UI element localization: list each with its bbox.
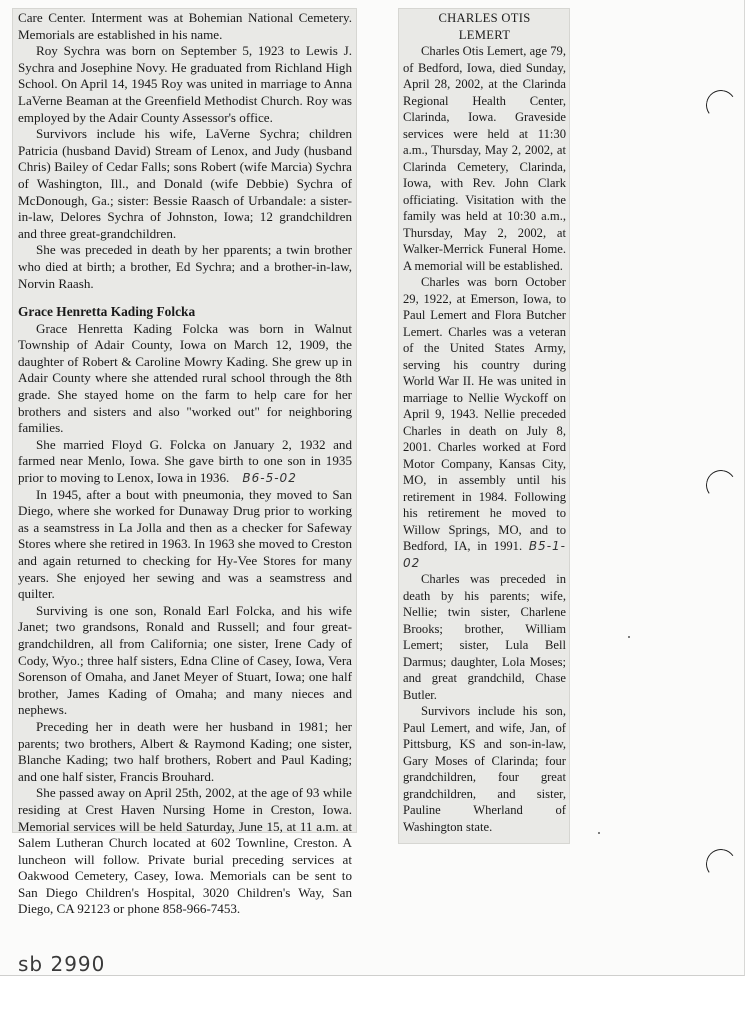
obit-paragraph: She was preceded in death by her pparents; a twin brother who died at birth; a brother, Ed Sychra; and a brother-in-law, Norvin Raash.	[18, 242, 352, 291]
handwritten-date-note: B5-1-02	[403, 539, 566, 570]
obit-text: She married Floyd G. Folcka on January 2, 1932 and farmed near Menlo, Iowa. She gave birth to one son in 1935 prior to moving to Lenox, Iowa in 1936.	[18, 436, 352, 486]
obituary-title-line: CHARLES OTIS	[438, 11, 531, 25]
obit-paragraph: Survivors include his wife, LaVerne Sychra; children Patricia (husband David) Stream of Lenox, and Judy (husband Chris) Bailey of Cedar Falls; sons Robert (wife Marcia) Sychra of Washington, Ill., and Donald (wife Debbie) Sychra of McDonough, Ga.; sister: Bessie Raasch of Urbandale: a sister-in-law, Delores Sychra of Johnston, Iowa; 12 grandchildren and three great-grandchildren.	[18, 126, 352, 241]
obit-paragraph: Survivors include his son, Paul Lemert, and wife, Jan, of Pittsburg, KS and son-in-law, Gary Moses of Clarinda; four grandchildren, four great grandchildren, and sister, Pauline Wherland of Washington state.	[403, 704, 566, 834]
obit-paragraph: In 1945, after a bout with pneumonia, they moved to San Diego, where she worked for Dunaway Drug prior to working as a seamstress in La Jolla and then as a checker for Safeway Stores where she retired in 1963. In 1963 she moved to Creston and again returned to checking for Hy-Vee Stores for many years. She enjoyed her sewing and was a seamstress and quilter.	[18, 486, 352, 602]
handwritten-archive-number: sb 2990	[18, 952, 106, 976]
obit-paragraph	[18, 437, 352, 487]
obit-paragraph	[403, 274, 566, 571]
left-column	[18, 10, 352, 918]
obit-text: Charles was born October 29, 1922, at Emerson, Iowa, to Paul Lemert and Flora Butcher Lemert. Charles was a veteran of the United States Army, serving his country during World War II. He was united in marriage to Nellie Wyckoff on April 9, 1943. Nellie preceded Charles in death on July 8, 2001. Charles worked at Ford Motor Company, Kansas City, MO, in assembly until his retirement in 1984. Following his retirement he moved to Willow Springs, MO, and to Bedford, IA, in 1991.	[403, 275, 566, 553]
obit-paragraph: Surviving is one son, Ronald Earl Folcka, and his wife Janet; two grandsons, Ronald and Russell; and four great-grandchildren, all from California; one sister, Irene Cady of Cody, Wyo.; three half sisters, Edna Cline of Casey, Iowa, Vera Sorenson of Omaha, and Janet Meyer of Stuart, Iowa; one half brother, James Kading of Omaha; and many nieces and nephews.	[18, 602, 352, 718]
obit-paragraph: Grace Henretta Kading Folcka was born in Walnut Township of Adair County, Iowa on March 12, 1909, the daughter of Robert & Caroline Mowry Kading. She grew up in Adair County where she attended rural school through the 8th grade. She stayed home on the farm to help care for her brothers and sisters and also "worked out" for neighboring families.	[18, 320, 352, 436]
obituary-title-line: LEMERT	[458, 27, 511, 42]
obit-paragraph: Charles was preceded in death by his parents; wife, Nellie; twin sister, Charlene Brooks; brother, William Lemert; sister, Lula Bell Darmus; daughter, Lola Moses; and great grandchild, Chase Butler.	[403, 572, 566, 702]
obit-paragraph: Charles Otis Lemert, age 79, of Bedford, Iowa, died Sunday, April 28, 2002, at the Clarinda Regional Health Center, Clarinda, Iowa. Graveside services were held at 11:30 a.m., Thursday, May 2, 2002, at Clarinda Cemetery, Clarinda, Iowa, with Rev. John Clark officiating. Visitation with the family was held at 10:30 a.m., Thursday, May 2, 2002, at Walker-Merrick Funeral Home. A memorial will be established.	[403, 44, 566, 273]
obit-paragraph: Care Center. Interment was at Bohemian National Cemetery. Memorials are established in his name.	[18, 10, 352, 42]
scan-speck	[628, 636, 630, 638]
scan-speck	[598, 832, 600, 834]
obit-paragraph: Roy Sychra was born on September 5, 1923 to Lewis J. Sychra and Josephine Novy. He graduated from Richland High School. On April 14, 1945 Roy was united in marriage to Anna LaVerne Beaman at the Greenfield Methodist Church. Roy was employed by the Adair County Assessor's office.	[18, 43, 352, 125]
obit-paragraph: Preceding her in death were her husband in 1981; her parents; two brothers, Albert & Raymond Kading; one sister, Blanche Kading; two half brothers, Robert and Paul Kading; and one half sister, Francis Brouhard.	[18, 718, 352, 784]
right-column	[403, 10, 566, 835]
obit-paragraph: She passed away on April 25th, 2002, at the age of 93 while residing at Crest Haven Nursing Home in Creston, Iowa. Memorial services will be held Saturday, June 15, at 11 a.m. at Salem Lutheran Church located at 602 Townline, Creston. A luncheon will follow. Private burial preceding services at Oakwood Cemetery, Casey, Iowa. Memorials can be sent to San Diego Children's Hospital, 3020 Children's Way, San Diego, CA 92123 or phone 858-966-7453.	[18, 785, 352, 917]
obituary-headline: Grace Henretta Kading Folcka	[18, 304, 196, 320]
handwritten-date-note: B6-5-02	[242, 471, 297, 486]
